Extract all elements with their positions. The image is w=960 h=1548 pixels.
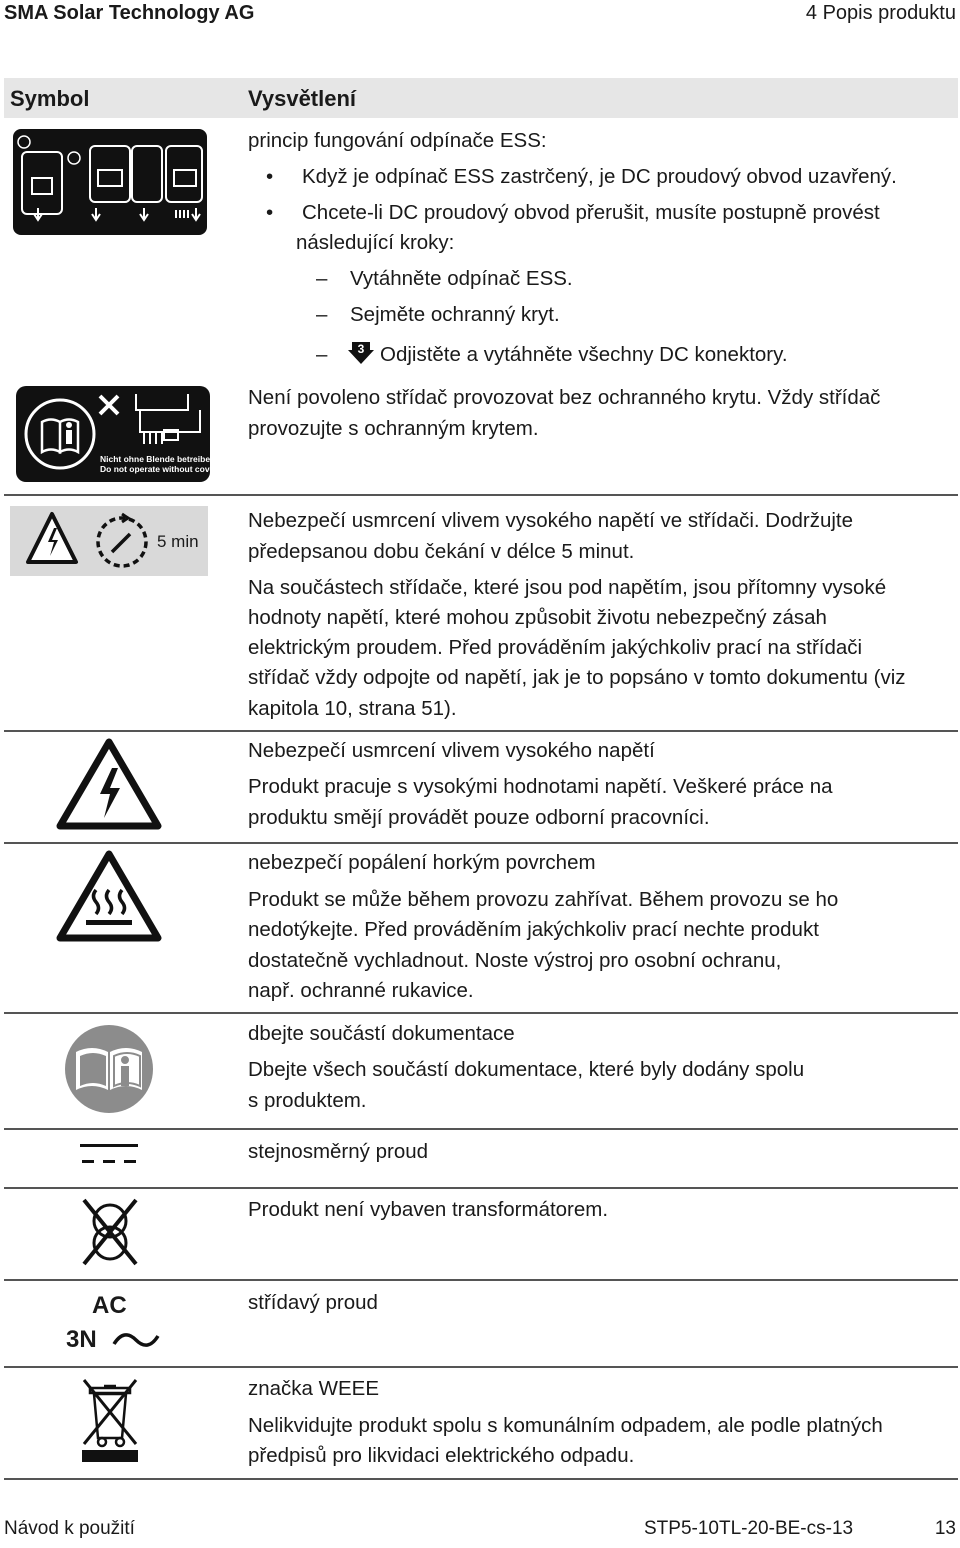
dash-marker: – bbox=[316, 267, 328, 290]
ac-title: střídavý proud bbox=[248, 1291, 378, 1314]
wait-text-line3: Na součástech střídače, které jsou pod napětím, jsou přítomny vysoké bbox=[248, 576, 887, 599]
bullet-dot: • bbox=[266, 165, 274, 188]
row-divider bbox=[4, 1279, 958, 1281]
wait-time-label: 5 min bbox=[157, 532, 199, 551]
ess-bullet-1: Když je odpínač ESS zastrčený, je DC proudový obvod uzavřený. bbox=[302, 165, 897, 188]
no-transformer-icon bbox=[80, 1196, 140, 1273]
hot-title: nebezpečí popálení horkým povrchem bbox=[248, 851, 596, 874]
ess-bullet-2-line2: následující kroky: bbox=[296, 231, 455, 254]
wait-text-line5: elektrickým proudem. Před prováděním jakýchkoliv prací na střídači bbox=[248, 636, 863, 659]
row-divider bbox=[4, 1128, 958, 1130]
wait-text-line1: Nebezpečí usmrcení vlivem vysokého napětí ve střídači. Dodržujte bbox=[248, 509, 854, 532]
read-documentation-icon bbox=[64, 1024, 154, 1119]
voltage-text-line1: Produkt pracuje s vysokými hodnotami napětí. Veškeré práce na bbox=[248, 775, 833, 798]
cover-warning-label bbox=[16, 386, 210, 487]
wait-text-line4: hodnoty napětí, které mohou způsobit životu nebezpečný zásah bbox=[248, 606, 827, 629]
voltage-text-line2: produktu smějí provádět pouze odborní pracovníci. bbox=[248, 806, 710, 829]
hot-text-line2: nedotýkejte. Před prováděním jakýchkoliv prací nechte produkt bbox=[248, 918, 819, 941]
weee-text-line1: Nelikvidujte produkt spolu s komunálním odpadem, ale podle platných bbox=[248, 1414, 883, 1437]
dc-title: stejnosměrný proud bbox=[248, 1140, 429, 1163]
footer-document-code: STP5-10TL-20-BE-cs-13 bbox=[644, 1518, 854, 1539]
ac-symbol-text: AC bbox=[92, 1292, 127, 1319]
row-divider bbox=[4, 842, 958, 844]
cover-text-line2: provozujte s ochranným krytem. bbox=[248, 417, 539, 440]
row-divider bbox=[4, 1012, 958, 1014]
dash-marker: – bbox=[316, 343, 328, 366]
capacitor-discharge-icon bbox=[10, 506, 208, 581]
bullet-dot: • bbox=[266, 201, 274, 224]
weee-crossed-bin-icon bbox=[80, 1378, 140, 1469]
ess-title: princip fungování odpínače ESS: bbox=[248, 129, 547, 152]
row-divider bbox=[4, 1366, 958, 1368]
unlock-connector-icon bbox=[346, 336, 376, 371]
ess-step-3: Odjistěte a vytáhněte všechny DC konektory. bbox=[380, 343, 788, 366]
weee-title: značka WEEE bbox=[248, 1377, 380, 1400]
explanation-column-header: Vysvětlení bbox=[248, 86, 357, 111]
row-divider bbox=[4, 1187, 958, 1189]
voltage-title: Nebezpečí usmrcení vlivem vysokého napětí bbox=[248, 739, 655, 762]
ess-bullet-2-line1: Chcete-li DC proudový obvod přerušit, musíte postupně provést bbox=[302, 201, 880, 224]
wait-text-line6: střídač vždy odpojte od napětí, jak je to popsáno v tomto dokumentu (viz bbox=[248, 666, 906, 689]
svg-text:Nicht ohne Blende betreiben!: Nicht ohne Blende betreiben! bbox=[100, 454, 210, 464]
wait-text-line7: kapitola 10, strana 51). bbox=[248, 697, 457, 720]
row-divider bbox=[4, 1478, 958, 1480]
hot-text-line4: např. ochranné rukavice. bbox=[248, 979, 474, 1002]
svg-text:3: 3 bbox=[357, 342, 365, 356]
weee-text-line2: předpisů pro likvidaci elektrického odpadu. bbox=[248, 1444, 635, 1467]
company-name: SMA Solar Technology AG bbox=[4, 2, 255, 24]
wait-text-line2: předepsanou dobu čekání v délce 5 minut. bbox=[248, 540, 635, 563]
hot-text-line1: Produkt se může během provozu zahřívat. Během provozu se ho bbox=[248, 888, 839, 911]
footer-page-number: 13 bbox=[934, 1518, 956, 1539]
ess-step-2: Sejměte ochranný kryt. bbox=[350, 303, 560, 326]
section-title: 4 Popis produktu bbox=[805, 2, 956, 24]
dash-marker: – bbox=[316, 303, 328, 326]
row-divider bbox=[4, 730, 958, 732]
cover-text-line1: Není povoleno střídač provozovat bez ochranného krytu. Vždy střídač bbox=[248, 386, 881, 409]
ess-step-1: Vytáhněte odpínač ESS. bbox=[350, 267, 573, 290]
row-divider bbox=[4, 494, 958, 496]
table-header bbox=[4, 78, 958, 118]
high-voltage-warning-icon bbox=[56, 738, 162, 835]
footer-document-type: Návod k použití bbox=[4, 1518, 135, 1539]
direct-current-icon bbox=[80, 1140, 140, 1175]
docs-text-line1: Dbejte všech součástí dokumentace, které byly dodány spolu bbox=[248, 1058, 805, 1081]
docs-text-line2: s produktem. bbox=[248, 1089, 367, 1112]
ess-switch-icon bbox=[12, 128, 208, 241]
transformer-title: Produkt není vybaven transformátorem. bbox=[248, 1198, 609, 1221]
hot-text-line3: dostatečně vychladnout. Noste výstroj pro osobní ochranu, bbox=[248, 949, 782, 972]
docs-title: dbejte součástí dokumentace bbox=[248, 1022, 515, 1045]
three-phase-symbol-text: 3N bbox=[66, 1326, 97, 1353]
symbol-column-header: Symbol bbox=[10, 86, 90, 111]
hot-surface-warning-icon bbox=[56, 850, 162, 947]
svg-text:Do not operate without cover!: Do not operate without cover! bbox=[100, 464, 210, 474]
